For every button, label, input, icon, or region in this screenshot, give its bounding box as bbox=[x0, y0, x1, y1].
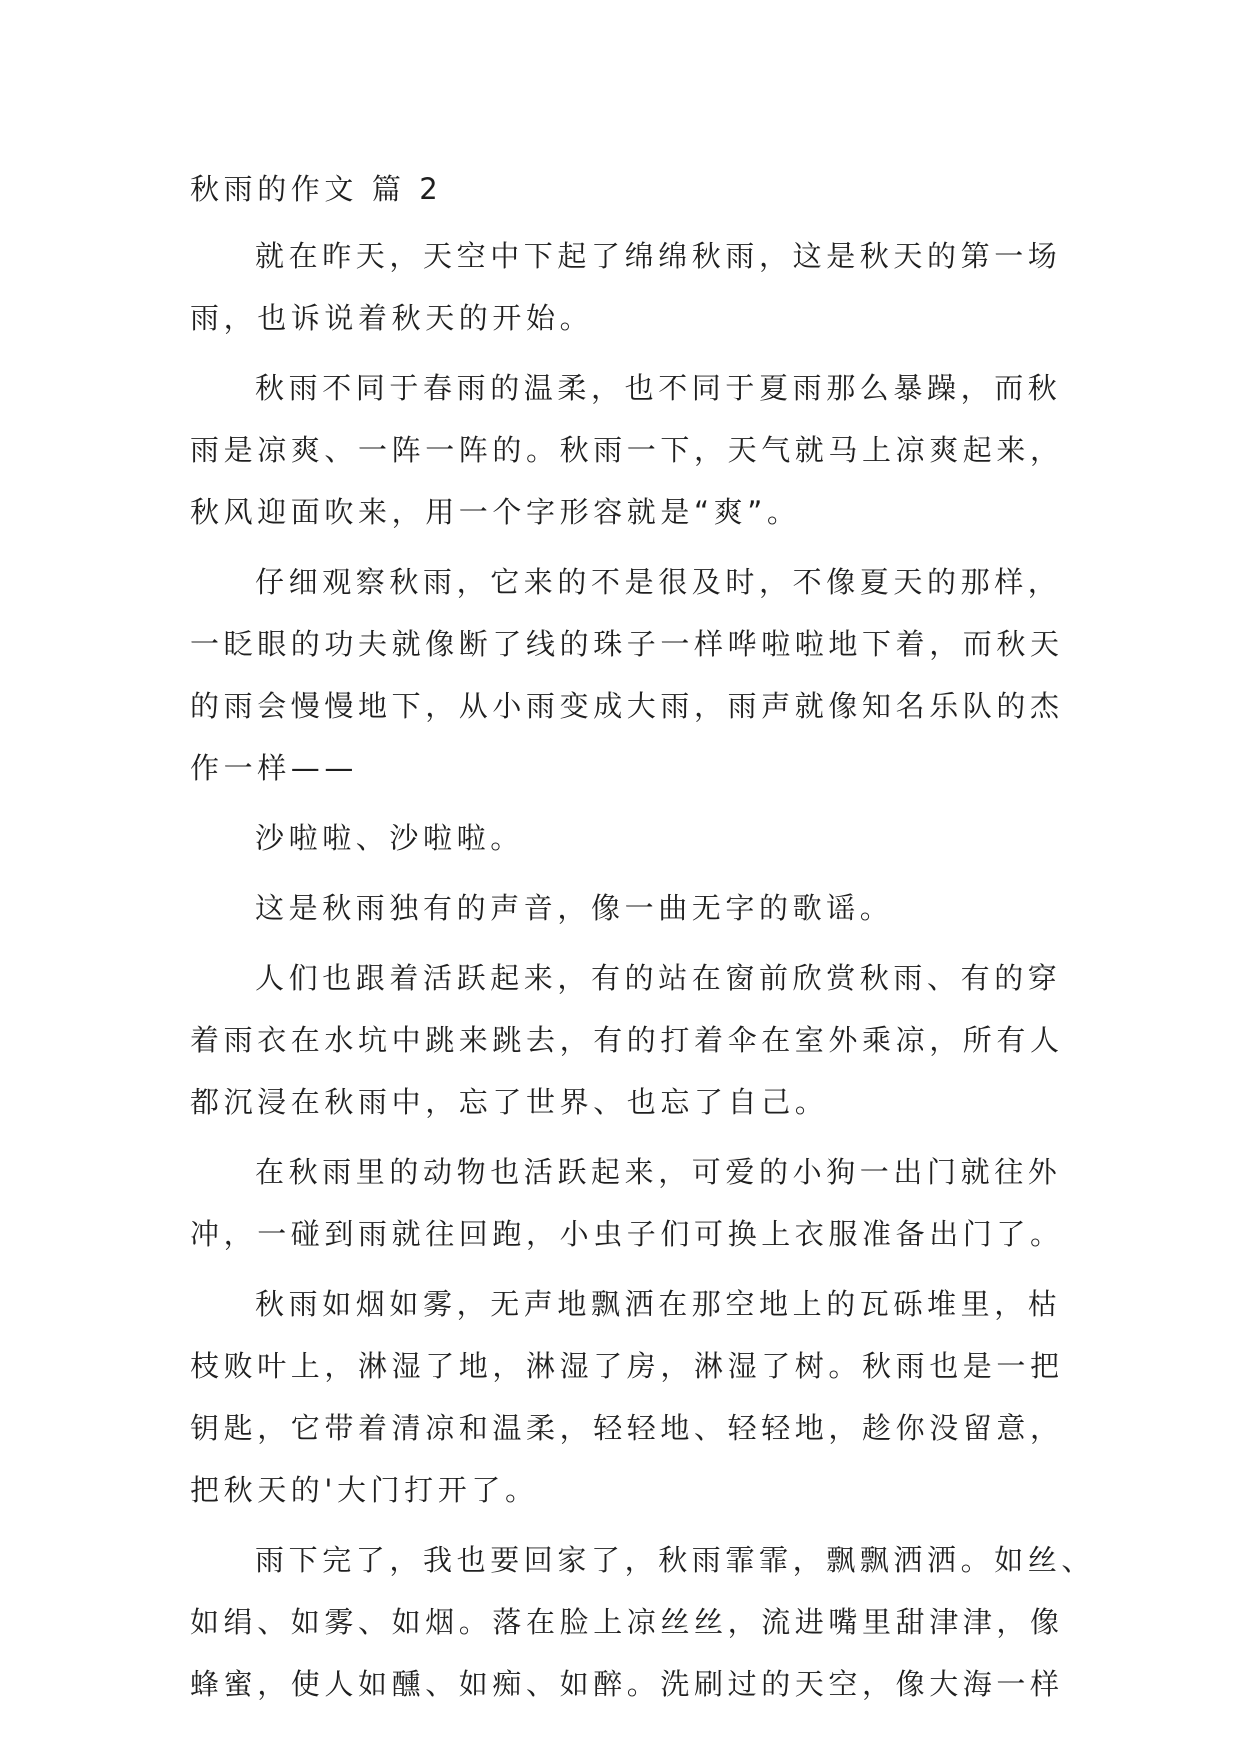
text-line: 雨是凉爽、一阵一阵的。秋雨一下，天气就马上凉爽起来， bbox=[190, 433, 1064, 467]
text-line: 作一样—— bbox=[190, 751, 359, 785]
text-line: 冲，一碰到雨就往回跑，小虫子们可换上衣服准备出门了。 bbox=[190, 1217, 1064, 1251]
paragraph bbox=[190, 225, 1070, 349]
document-body bbox=[190, 165, 1096, 1723]
paragraph bbox=[190, 551, 1070, 799]
text-line: 枝败叶上，淋湿了地，淋湿了房，淋湿了树。秋雨也是一把 bbox=[190, 1349, 1064, 1383]
text-line: 这是秋雨独有的声音，像一曲无字的歌谣。 bbox=[255, 891, 894, 925]
text-line: 秋雨如烟如雾，无声地飘洒在那空地上的瓦砾堆里，枯 bbox=[255, 1287, 1062, 1321]
text-line: 就在昨天，天空中下起了绵绵秋雨，这是秋天的第一场 bbox=[255, 239, 1062, 273]
text-line: 秋雨不同于春雨的温柔，也不同于夏雨那么暴躁，而秋 bbox=[255, 371, 1062, 405]
paragraph bbox=[190, 877, 1070, 939]
text-line: 雨下完了，我也要回家了，秋雨霏霏，飘飘洒洒。如丝、 bbox=[255, 1543, 1096, 1577]
text-line: 仔细观察秋雨，它来的不是很及时，不像夏天的那样， bbox=[255, 565, 1062, 599]
text-line: 的雨会慢慢地下，从小雨变成大雨，雨声就像知名乐队的杰 bbox=[190, 689, 1064, 723]
text-line: 一眨眼的功夫就像断了线的珠子一样哗啦啦地下着，而秋天 bbox=[190, 627, 1064, 661]
text-line: 着雨衣在水坑中跳来跳去，有的打着伞在室外乘凉，所有人 bbox=[190, 1023, 1064, 1057]
text-line: 在秋雨里的动物也活跃起来，可爱的小狗一出门就往外 bbox=[255, 1155, 1062, 1189]
text-line: 钥匙，它带着清凉和温柔，轻轻地、轻轻地，趁你没留意， bbox=[190, 1411, 1064, 1445]
paragraph bbox=[190, 1273, 1070, 1521]
paragraph bbox=[190, 1141, 1070, 1265]
text-line: 沙啦啦、沙啦啦。 bbox=[255, 821, 524, 855]
text-line: 秋风迎面吹来，用一个字形容就是“爽”。 bbox=[190, 495, 801, 529]
text-line: 都沉浸在秋雨中，忘了世界、也忘了自己。 bbox=[190, 1085, 829, 1119]
paragraph bbox=[190, 807, 1070, 869]
paragraph bbox=[190, 357, 1070, 543]
text-line: 雨，也诉说着秋天的开始。 bbox=[190, 301, 594, 335]
paragraph bbox=[190, 947, 1070, 1133]
text-line: 人们也跟着活跃起来，有的站在窗前欣赏秋雨、有的穿 bbox=[255, 961, 1062, 995]
paragraph bbox=[190, 1529, 1096, 1715]
text-line: 把秋天的'大门打开了。 bbox=[190, 1473, 539, 1507]
document-title: 秋雨的作文 篇 2 bbox=[190, 172, 443, 206]
text-line: 如绢、如雾、如烟。落在脸上凉丝丝，流进嘴里甜津津，像 bbox=[190, 1605, 1064, 1639]
text-line: 蜂蜜，使人如醺、如痴、如醉。洗刷过的天空，像大海一样 bbox=[190, 1667, 1064, 1701]
